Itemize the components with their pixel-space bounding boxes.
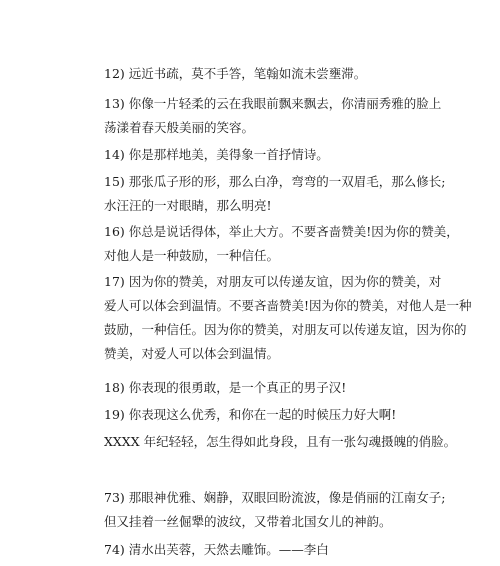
text-line: 18) 你表现的很勇敢，是一个真正的男子汉! [104, 380, 347, 395]
text-line: 14) 你是那样地美，美得象一首抒情诗。 [104, 147, 329, 162]
text-line: 水汪汪的一对眼睛，那么明亮! [104, 198, 272, 213]
text-line: 13) 你像一片轻柔的云在我眼前飘来飘去，你清丽秀雅的脸上 [104, 96, 442, 111]
text-line: 16) 你总是说话得体，举止大方。不要吝啬赞美!因为你的赞美， [104, 224, 459, 239]
paragraph-18 [104, 376, 434, 400]
text-line: 15) 那张瓜子形的形，那么白净，弯弯的一双眉毛，那么修长; [104, 174, 446, 189]
paragraph-19 [104, 403, 434, 427]
text-line: 73) 那眼神优雅、娴静，双眼回盼流波，像是俏丽的江南女子; [104, 490, 446, 505]
paragraph-12 [104, 62, 434, 86]
paragraph-13 [104, 92, 442, 140]
text-line: 赞美，对爱人可以体会到温情。 [104, 346, 280, 361]
text-line: 对他人是一种鼓励，一种信任。 [104, 248, 280, 263]
text-line: 荡漾着春天般美丽的笑容。 [104, 120, 255, 135]
paragraph-15 [104, 170, 446, 218]
text-line: 17) 因为你的赞美，对朋友可以传递友谊，因为你的赞美，对 [104, 274, 442, 289]
paragraph-17 [104, 270, 472, 366]
text-line: 但又挂着一丝倔犟的波纹，又带着北国女儿的神韵。 [104, 514, 392, 529]
text-line: 12) 远近书疏，莫不手答，笔翰如流未尝壅滞。 [104, 66, 367, 81]
paragraph-73 [104, 486, 446, 534]
paragraph-16 [104, 220, 459, 268]
paragraph-14 [104, 143, 434, 167]
text-line: 鼓励，一种信任。因为你的赞美，对朋友可以传递友谊，因为你的 [104, 322, 467, 337]
text-line: 爱人可以体会到温情。不要吝啬赞美!因为你的赞美，对他人是一种 [104, 298, 472, 313]
text-line: 74) 清水出芙蓉，天然去雕饰。——李白 [104, 542, 329, 557]
text-line: XXXX 年纪轻轻，怎生得如此身段，且有一张勾魂摄魄的俏脸。 [104, 434, 457, 449]
paragraph-xxxx [104, 430, 457, 454]
text-line: 19) 你表现这么优秀，和你在一起的时候压力好大啊! [104, 407, 397, 422]
paragraph-74 [104, 538, 434, 562]
